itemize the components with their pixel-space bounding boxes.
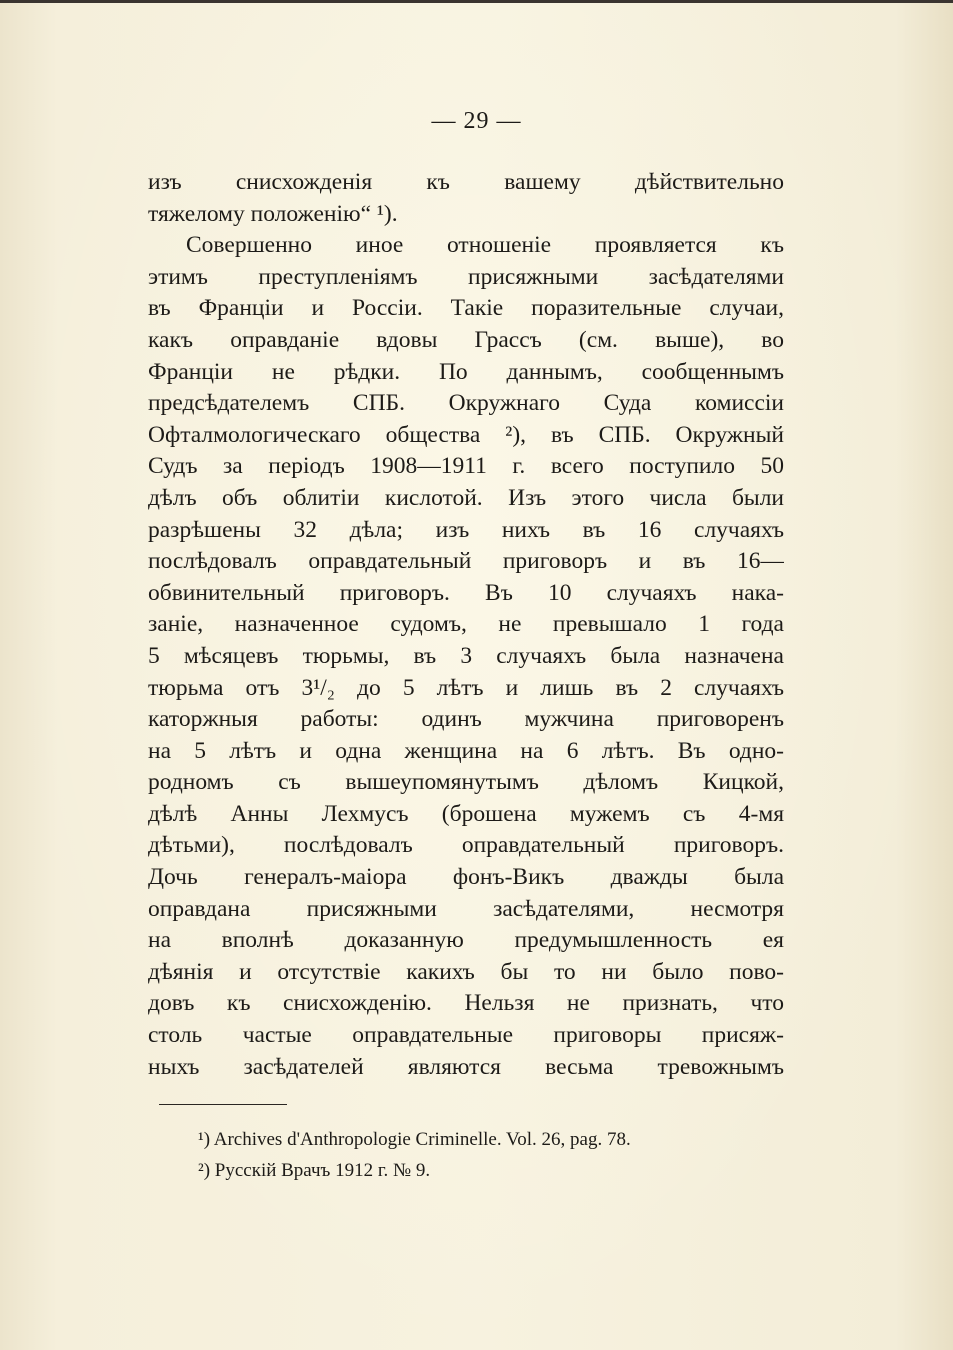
- page-number: — 29 —: [431, 108, 522, 134]
- text-line: изъ снисхожденія къ вашему дѣйствительно: [148, 169, 784, 195]
- text-line: предсѣдателемъ СПБ. Окружнаго Суда комиссіи: [148, 390, 784, 417]
- text-line: довъ къ снисхожденію. Нельзя не признать, что: [148, 990, 784, 1017]
- text-line: столь частые оправдательные приговоры присяж-: [148, 1022, 784, 1049]
- text-line: оправдана присяжными засѣдателями, несмотря: [148, 895, 784, 922]
- text-line: Франціи не рѣдки. По даннымъ, сообщеннымъ: [148, 358, 784, 385]
- text-line: Дочь генералъ-маіора фонъ-Викъ дважды была: [148, 864, 784, 891]
- text-line: на вполнѣ доказанную предумышленность ея: [148, 927, 784, 954]
- footnotes: [198, 1124, 798, 1186]
- text-line: дѣянія и отсутствіе какихъ бы то ни было пово-: [148, 958, 784, 985]
- text-line: дѣлѣ Анны Лехмусъ (брошена мужемъ съ 4-мя: [148, 800, 784, 827]
- text-line: Офталмологическаго общества ²), въ СПБ. Окружный: [148, 421, 784, 448]
- text-line: какъ оправданіе вдовы Грассъ (см. выше), во: [148, 326, 784, 353]
- text-line: каторжныя работы: одинъ мужчина приговоренъ: [148, 706, 784, 733]
- footnote-divider: [159, 1104, 287, 1105]
- page-top-edge: [0, 0, 953, 3]
- text-line: этимъ преступленіямъ присяжными засѣдателями: [148, 263, 784, 290]
- text-line: обвинительный приговоръ. Въ 10 случаяхъ нака-: [148, 579, 784, 606]
- text-line: послѣдовалъ оправдательный приговоръ и въ 16—: [148, 548, 784, 575]
- footnote: ¹) Archives d'Anthropologie Criminelle. Vol. 26, pag. 78.: [198, 1129, 631, 1150]
- text-line: дѣлъ объ облитіи кислотой. Изъ этого числа были: [148, 484, 784, 511]
- text-line: родномъ съ вышеупомянутымъ дѣломъ Кицкой,: [148, 769, 784, 796]
- text-line: 5 мѣсяцевъ тюрьмы, въ 3 случаяхъ была назначена: [148, 642, 784, 669]
- text-line: ныхъ засѣдателей являются весьма тревожнымъ: [148, 1053, 784, 1080]
- text-line: тяжелому положенію“ ¹).: [148, 200, 398, 227]
- text-line: на 5 лѣтъ и одна женщина на 6 лѣтъ. Въ одно-: [148, 737, 784, 764]
- text-line: въ Франціи и Россіи. Такіе поразительные случаи,: [148, 295, 784, 322]
- text-line: заніе, назначенное судомъ, не превышало 1 года: [148, 611, 784, 638]
- text-line: тюрьма отъ 3¹/₂ до 5 лѣтъ и лишь въ 2 случаяхъ: [148, 674, 784, 701]
- text-line: дѣтьми), послѣдовалъ оправдательный приговоръ.: [148, 832, 784, 859]
- body-text: [148, 167, 784, 1083]
- footnote: ²) Русскій Врачъ 1912 г. № 9.: [198, 1160, 431, 1181]
- text-line: разрѣшены 32 дѣла; изъ нихъ въ 16 случаяхъ: [148, 516, 784, 543]
- text-line: Совершенно иное отношеніе проявляется къ: [186, 232, 784, 259]
- text-line: Судъ за періодъ 1908—1911 г. всего поступило 50: [148, 453, 784, 480]
